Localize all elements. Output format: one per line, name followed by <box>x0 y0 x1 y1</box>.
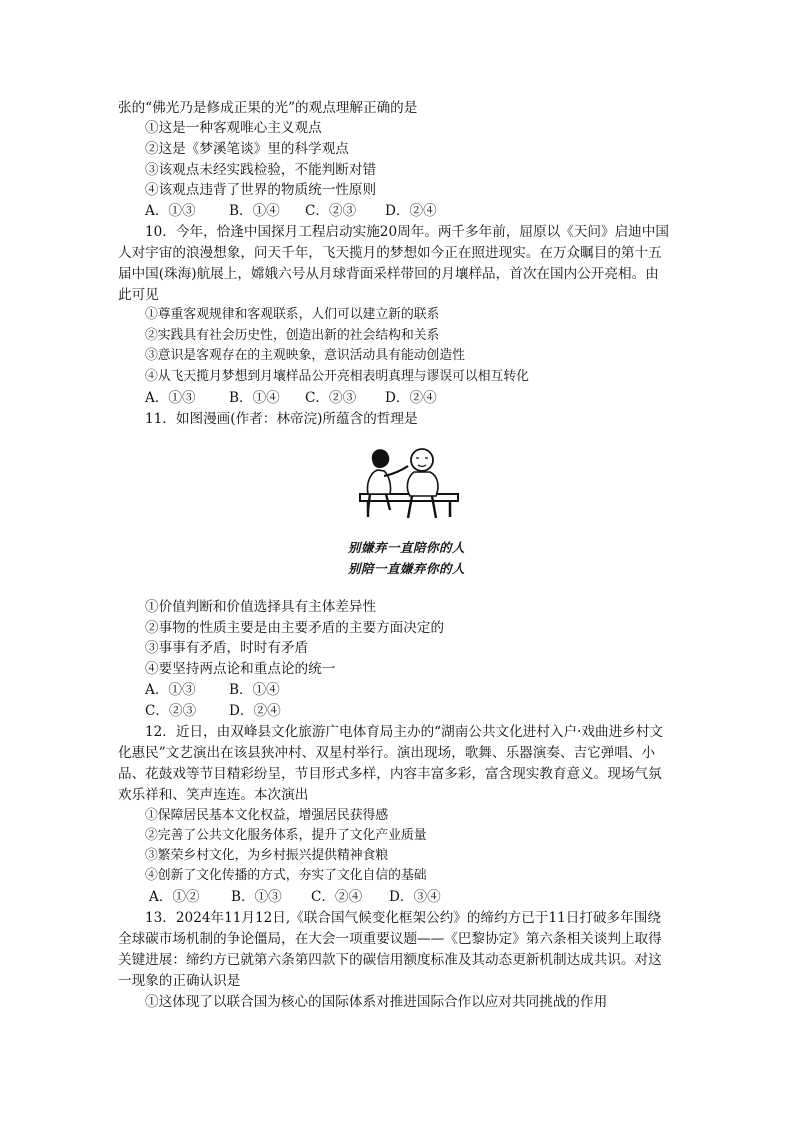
q11-option-a: A．①③ <box>145 682 196 698</box>
q12-stem-line-1: 12．近日，由双峰县文化旅游广电体育局主办的“湖南公共文化进村入户·戏曲进乡村文 <box>145 724 663 740</box>
girl-arm <box>384 466 408 476</box>
q11-option-d: D．②④ <box>229 703 281 719</box>
q12-option-a: A．①② <box>149 889 200 905</box>
q11-options-row-1 <box>145 680 280 700</box>
man-head <box>411 449 433 471</box>
q10-choice-1: ①尊重客观规律和客观联系，人们可以建立新的联系 <box>145 307 440 322</box>
q11-choice-2: ②事物的性质主要是由主要矛盾的主要方面决定的 <box>145 620 445 636</box>
q10-option-b: B．①④ <box>229 390 280 406</box>
q10-stem-line-1: 10．今年，恰逢中国探月工程启动实施20周年。两千多年前，屈原以《天问》启迪中国 <box>145 224 669 240</box>
q12-stem-line-3: 品、花鼓戏等节目精彩纷呈，节目形式多样，内容丰富多彩，富含现实教育意义。现场气氛 <box>118 766 662 782</box>
q13-stem-line-2: 全球碳市场机制的争论僵局，在大会一项重要议题——《巴黎协定》第六条相关谈判上取得 <box>118 931 662 947</box>
cartoon-caption-line-1: 别嫌弃一直陪你的人 <box>348 540 466 555</box>
q10-choice-3: ③意识是客观存在的主观映象，意识活动具有能动创造性 <box>145 348 465 363</box>
q13-stem-line-3: 关键进展：缔约方已就第六条第四款下的碳信用额度标准及其动态更新机制达成共识。对这 <box>118 952 662 968</box>
q11-choice-4: ④要坚持两点论和重点论的统一 <box>145 661 336 677</box>
q12-choice-3: ③繁荣乡村文化，为乡村振兴提供精神食粮 <box>145 848 389 863</box>
man-body <box>407 472 438 496</box>
q12-stem-line-4: 欢乐祥和、笑声连连。本次演出 <box>118 787 309 803</box>
cartoon-caption-line-2: 别陪一直嫌弃你的人 <box>348 561 466 576</box>
q11-stem: 11．如图漫画(作者：林帝浣)所蕴含的哲理是 <box>145 411 418 427</box>
q9-choice-2: ②这是《梦溪笔谈》里的科学观点 <box>145 141 349 157</box>
q11-choice-1: ①价值判断和价值选择具有主体差异性 <box>145 599 377 615</box>
q13-stem-line-4: 一现象的正确认识是 <box>118 973 241 989</box>
q13-stem-line-1: 13．2024年11月12日,《联合国气候变化框架公约》的缔约方已于11日打破多年围绕 <box>145 910 661 926</box>
q10-stem-line-3: 届中国(珠海)航展上，嫦娥六号从月球背面采样带回的月壤样品，首次在国内公开亮相。由 <box>118 266 659 282</box>
q10-choice-4: ④从飞天揽月梦想到月壤样品公开亮相表明真理与谬误可以相互转化 <box>145 369 529 384</box>
q9-option-c: C．②③ <box>305 203 357 219</box>
q9-options <box>145 201 437 221</box>
q9-option-a: A．①③ <box>145 203 196 219</box>
q10-option-a: A．①③ <box>145 390 196 406</box>
q11-choice-3: ③事事有矛盾，时时有矛盾 <box>145 640 309 656</box>
q12-option-c: C．②④ <box>311 889 363 905</box>
q9-choice-4: ④该观点违背了世界的物质统一性原则 <box>145 182 377 198</box>
q11-options-row-2 <box>145 701 281 721</box>
girl-hair <box>372 449 389 468</box>
q12-choice-4: ④创新了文化传播的方式，夯实了文化自信的基础 <box>145 868 427 883</box>
q9-stem-tail: 张的“佛光乃是修成正果的光”的观点理解正确的是 <box>118 100 418 116</box>
q10-choice-2: ②实践具有社会历史性，创造出新的社会结构和关系 <box>145 328 440 343</box>
q10-options <box>145 388 437 408</box>
q9-choice-3: ③该观点未经实践检验，不能判断对错 <box>145 162 377 178</box>
q11-option-b: B．①④ <box>229 682 280 698</box>
q12-option-b: B．①③ <box>231 889 282 905</box>
q11-option-c: C．②③ <box>145 703 197 719</box>
q9-option-b: B．①④ <box>229 203 280 219</box>
q12-stem-line-2: 化惠民”文艺演出在该县狭冲村、双星村举行。演出现场，歌舞、乐器演奏、吉它弹唱、小 <box>118 745 656 761</box>
q10-stem-line-2: 人对宇宙的浪漫想象，问天千年，飞天揽月的梦想如今正在照进现实。在万众瞩目的第十五 <box>118 245 662 261</box>
q10-option-d: D．②④ <box>385 390 437 406</box>
q12-option-d: D．③④ <box>389 889 441 905</box>
q10-option-c: C．②③ <box>305 390 357 406</box>
q12-options <box>149 887 441 907</box>
q12-choice-1: ①保障居民基本文化权益，增强居民获得感 <box>145 808 389 823</box>
q10-stem-line-4: 此可见 <box>118 287 159 303</box>
q9-choice-1: ①这是一种客观唯心主义观点 <box>145 120 322 136</box>
girl-body <box>367 470 390 494</box>
q13-choice-1: ①这体现了以联合国为核心的国际体系对推进国际合作以应对共同挑战的作用 <box>145 994 608 1010</box>
q9-option-d: D．②④ <box>385 203 437 219</box>
q12-choice-2: ②完善了公共文化服务体系，提升了文化产业质量 <box>145 828 427 843</box>
